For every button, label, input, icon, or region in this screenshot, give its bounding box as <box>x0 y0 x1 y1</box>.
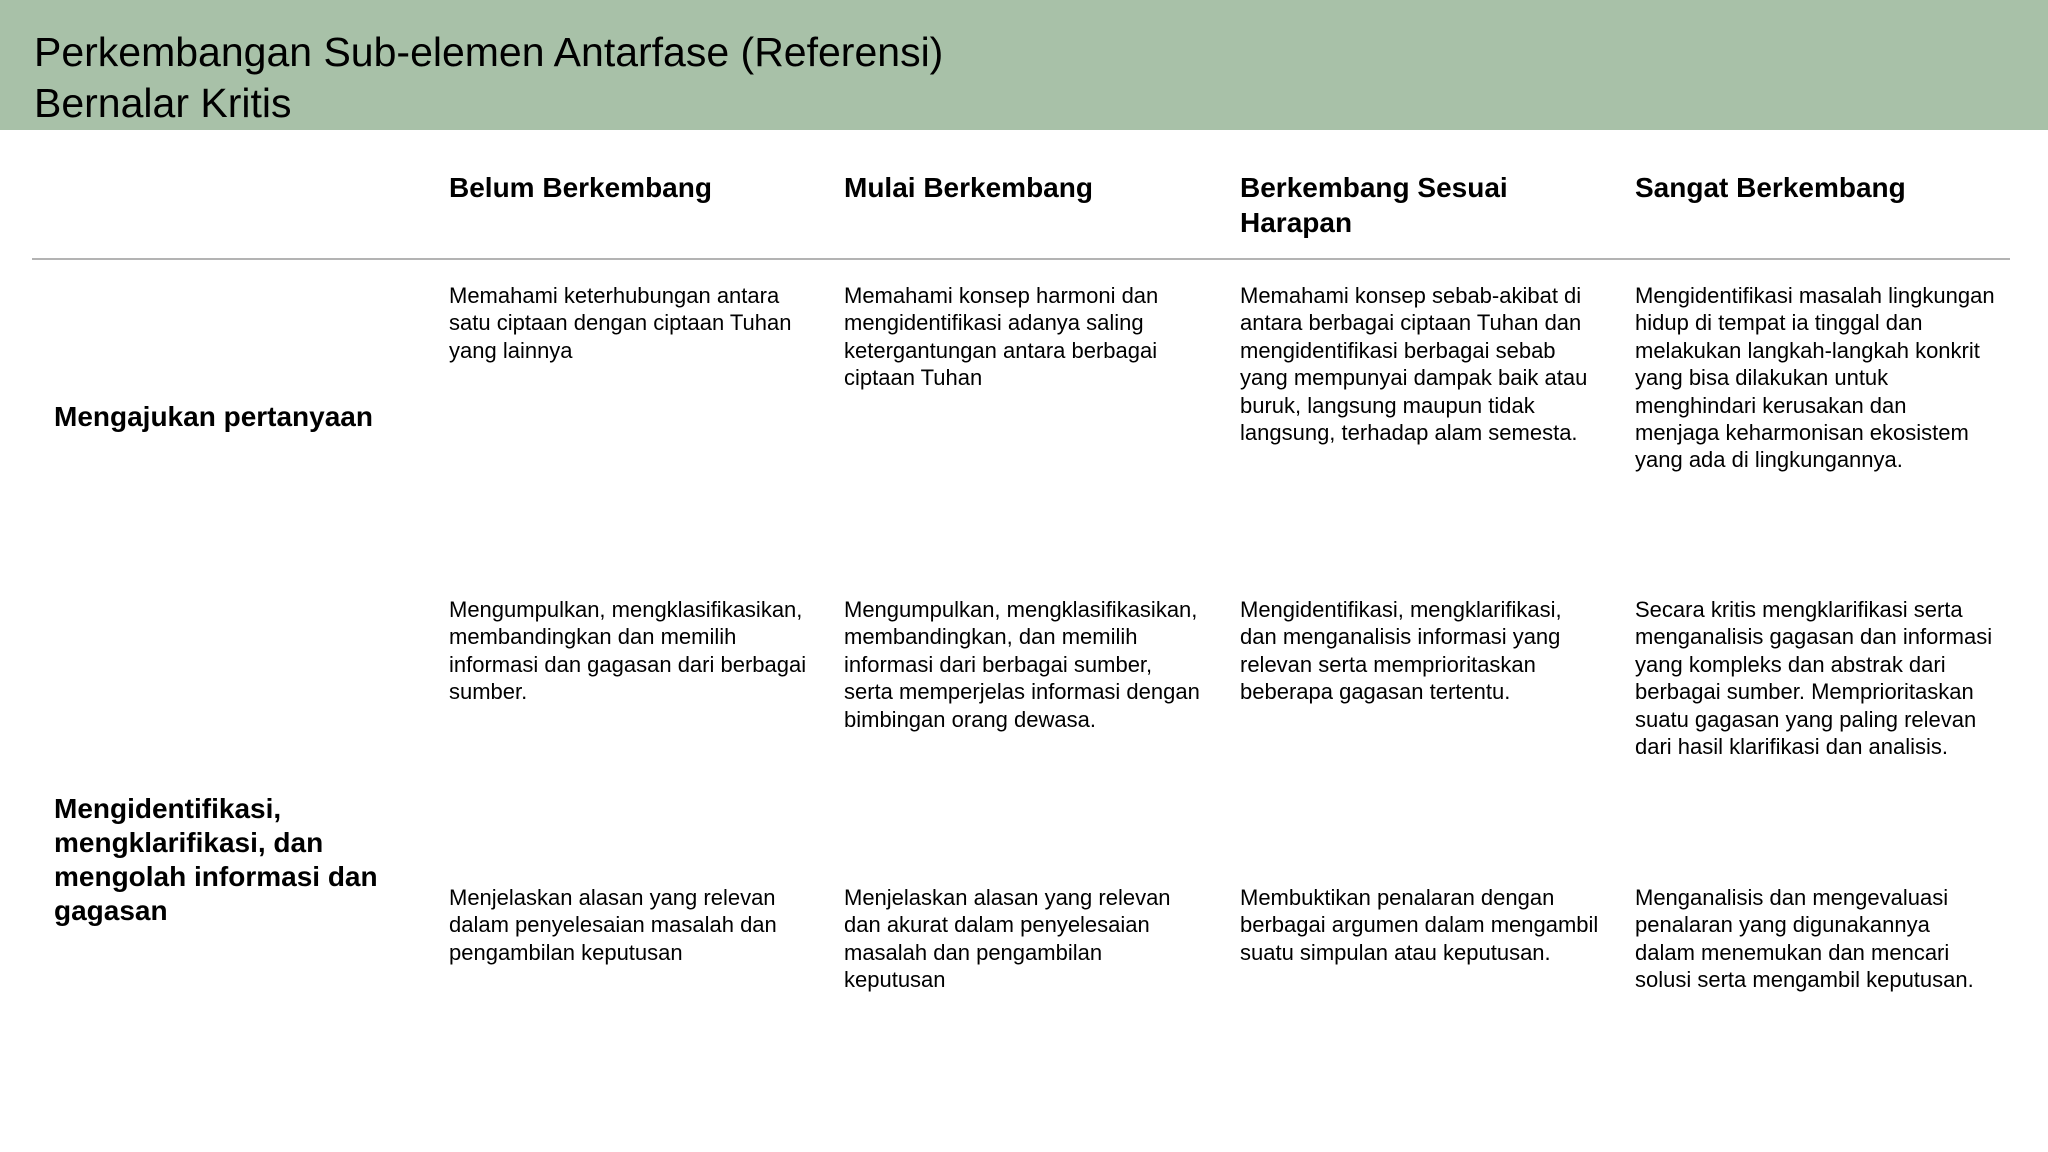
column-header-berkembang-sesuai-harapan: Berkembang Sesuai Harapan <box>1240 172 1508 238</box>
table-cell: Mengidentifikasi masalah lingkungan hidup di tempat ia tinggal dan melakukan langkah-langkah konkrit yang bisa dilakukan untuk menghindari kerusakan dan menjaga keharmonisan ekosistem yang ada di lingkungannya. <box>1635 283 1995 473</box>
header-divider <box>32 258 2010 260</box>
table-cell: Menjelaskan alasan yang relevan dalam penyelesaian masalah dan pengambilan keputusan <box>449 885 777 965</box>
column-header-belum-berkembang: Belum Berkembang <box>449 172 712 203</box>
table-cell: Memahami konsep harmoni dan mengidentifikasi adanya saling ketergantungan antara berbagai ciptaan Tuhan <box>844 283 1159 391</box>
table-cell: Mengidentifikasi, mengklarifikasi, dan menganalisis informasi yang relevan serta memprioritaskan beberapa gagasan tertentu. <box>1240 597 1562 705</box>
table-cell: Secara kritis mengklarifikasi serta menganalisis gagasan dan informasi yang kompleks dan abstrak dari berbagai sumber. Memprioritaskan suatu gagasan yang paling relevan dari hasil klarifikasi dan analisis. <box>1635 597 1993 760</box>
table-cell: Mengumpulkan, mengklasifikasikan, membandingkan dan memilih informasi dan gagasan dari berbagai sumber. <box>449 597 807 705</box>
table-cell: Menjelaskan alasan yang relevan dan akurat dalam penyelesaian masalah dan pengambilan keputusan <box>844 885 1171 993</box>
row-label-mengajukan-pertanyaan: Mengajukan pertanyaan <box>54 401 373 432</box>
slide-header <box>0 0 2048 130</box>
table-cell: Memahami konsep sebab-akibat di antara berbagai ciptaan Tuhan dan mengidentifikasi berbagai sebab yang mempunyai dampak baik atau buruk, langsung maupun tidak langsung, terhadap alam semesta. <box>1240 283 1588 446</box>
table-cell: Mengumpulkan, mengklasifikasikan, membandingkan, dan memilih informasi dari berbagai sumber, serta memperjelas informasi dengan bimbingan orang dewasa. <box>844 597 1200 732</box>
slide-title: Perkembangan Sub-elemen Antarfase (Referensi) <box>34 29 944 75</box>
row-label-mengidentifikasi: Mengidentifikasi, mengklarifikasi, dan mengolah informasi dan gagasan <box>54 793 378 926</box>
column-header-sangat-berkembang: Sangat Berkembang <box>1635 172 1906 203</box>
table-cell: Memahami keterhubungan antara satu ciptaan dengan ciptaan Tuhan yang lainnya <box>449 283 792 363</box>
table-cell: Membuktikan penalaran dengan berbagai argumen dalam mengambil suatu simpulan atau keputusan. <box>1240 885 1599 965</box>
slide-subtitle: Bernalar Kritis <box>34 80 292 126</box>
table-cell: Menganalisis dan mengevaluasi penalaran yang digunakannya dalam menemukan dan mencari solusi serta mengambil keputusan. <box>1635 885 1974 993</box>
column-header-mulai-berkembang: Mulai Berkembang <box>844 172 1093 203</box>
